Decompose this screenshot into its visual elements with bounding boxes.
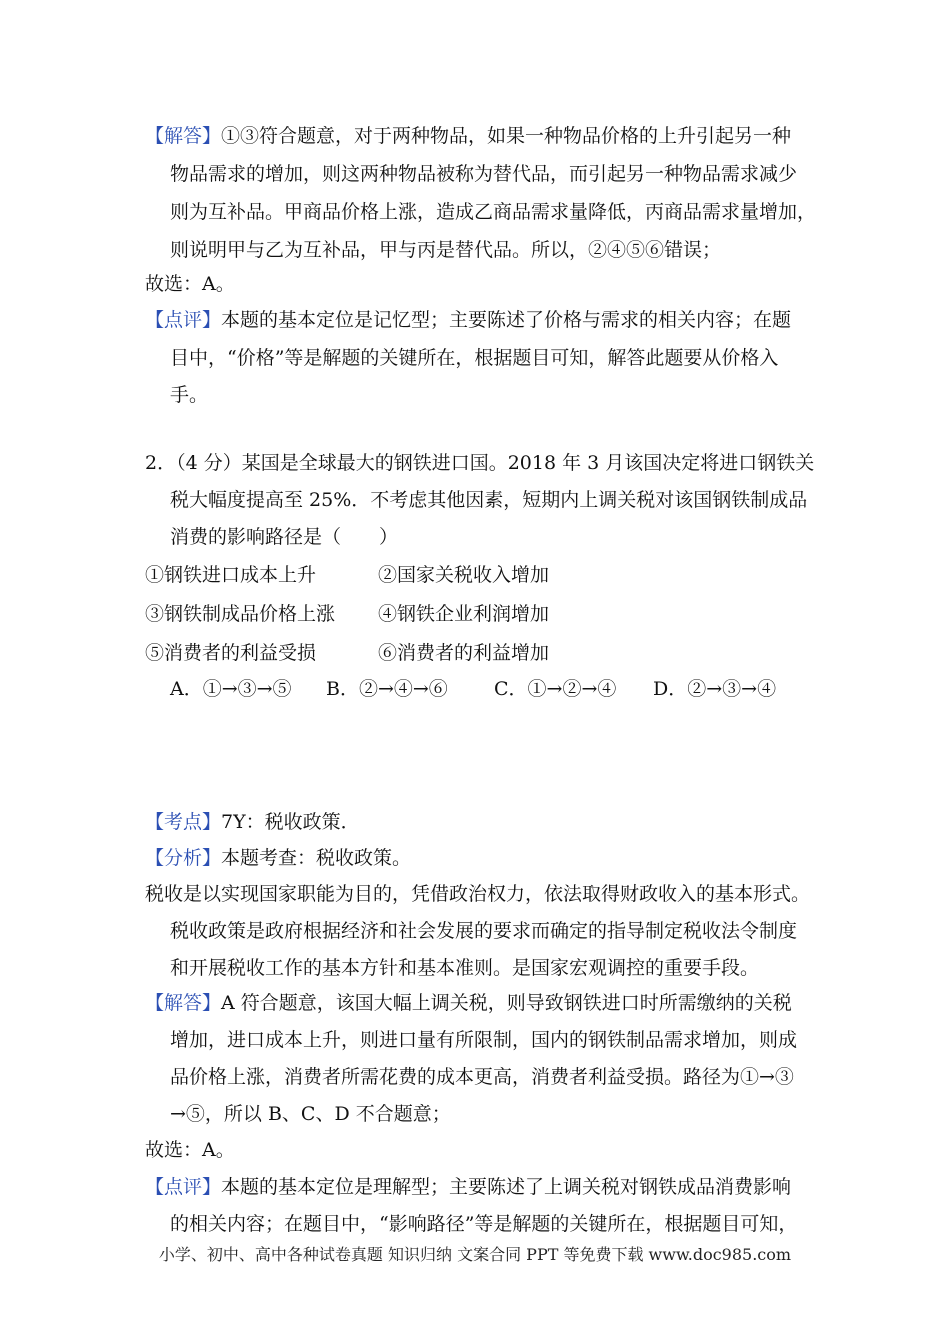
- statement-item: ①钢铁进口成本上升: [145, 564, 317, 586]
- question-stem-line: 税大幅度提高至 25%．不考虑其他因素，短期内上调关税对该国钢铁制成品: [170, 489, 808, 511]
- statement-item: ③钢铁制成品价格上涨: [145, 603, 336, 625]
- answer-text-line: 增加，进口成本上升，则进口量有所限制，国内的钢铁制品需求增加，则成: [170, 1029, 798, 1051]
- comment-tag: 【点评】: [145, 1176, 222, 1198]
- answer-paragraph-1: [145, 124, 825, 148]
- answer-text-line: 品价格上涨，消费者所需花费的成本更高，消费者利益受损。路径为①→③: [170, 1066, 794, 1088]
- answer-text: ①③符合题意，对于两种物品，如果一种物品价格的上升引起另一种: [221, 125, 792, 147]
- comment-paragraph-2: [145, 1175, 825, 1199]
- choice-line: 故选：A。: [145, 273, 235, 295]
- comment-text-line: 手。: [170, 384, 209, 406]
- option-c: C．①→②→④: [494, 678, 617, 700]
- comment-text: 本题的基本定位是理解型；主要陈述了上调关税对钢铁成品消费影响: [221, 1176, 792, 1198]
- question-stem-line: 消费的影响路径是（ ）: [170, 526, 399, 548]
- knowledge-text: 7Y：税收政策．: [221, 811, 360, 833]
- page-footer: 小学、初中、高中各种试卷真题 知识归纳 文案合同 PPT 等免费下载 www.doc985.com: [158, 1245, 792, 1264]
- analysis-line: 税收政策是政府根据经济和社会发展的要求而确定的指导制定税收法令制度: [170, 920, 798, 942]
- answer-paragraph-2: [145, 991, 825, 1015]
- statement-item: ④钢铁企业利润增加: [378, 603, 550, 625]
- comment-paragraph-1: [145, 308, 825, 332]
- question-stem: 2．（4 分）某国是全球最大的钢铁进口国。2018 年 3 月该国决定将进口钢铁关: [145, 452, 815, 474]
- comment-text-line: 的相关内容；在题目中，“影响路径”等是解题的关键所在，根据题目可知，: [170, 1213, 798, 1235]
- analysis-text: 本题考查：税收政策。: [221, 847, 412, 869]
- knowledge-point: [145, 810, 825, 834]
- answer-text: A 符合题意，该国大幅上调关税，则导致钢铁进口时所需缴纳的关税: [221, 992, 792, 1014]
- comment-tag: 【点评】: [145, 309, 222, 331]
- comment-text-line: 目中，“价格”等是解题的关键所在，根据题目可知，解答此题要从价格入: [170, 347, 779, 369]
- analysis-line: 和开展税收工作的基本方针和基本准则。是国家宏观调控的重要手段。: [170, 957, 760, 979]
- statement-item: ⑥消费者的利益增加: [378, 642, 550, 664]
- option-d: D．②→③→④: [653, 678, 777, 700]
- statement-item: ②国家关税收入增加: [378, 564, 550, 586]
- answer-tag: 【解答】: [145, 125, 222, 147]
- answer-text-line: 物品需求的增加，则这两种物品被称为替代品，而引起另一种物品需求减少: [170, 163, 798, 185]
- choice-line: 故选：A。: [145, 1139, 235, 1161]
- option-a: A．①→③→⑤: [170, 678, 292, 700]
- analysis-line: 税收是以实现国家职能为目的，凭借政治权力，依法取得财政收入的基本形式。: [145, 883, 811, 905]
- answer-text-line: →⑤，所以 B、C、D 不合题意；: [170, 1103, 451, 1125]
- analysis-tag: 【分析】: [145, 847, 222, 869]
- analysis-heading: [145, 846, 825, 870]
- answer-tag: 【解答】: [145, 992, 222, 1014]
- answer-text-line: 则说明甲与乙为互补品，甲与丙是替代品。所以，②④⑤⑥错误；: [170, 239, 722, 261]
- comment-text: 本题的基本定位是记忆型；主要陈述了价格与需求的相关内容；在题: [221, 309, 792, 331]
- knowledge-tag: 【考点】: [145, 811, 222, 833]
- option-b: B．②→④→⑥: [326, 678, 448, 700]
- statement-item: ⑤消费者的利益受损: [145, 642, 317, 664]
- answer-text-line: 则为互补品。甲商品价格上涨，造成乙商品需求量降低，丙商品需求量增加，: [170, 201, 817, 223]
